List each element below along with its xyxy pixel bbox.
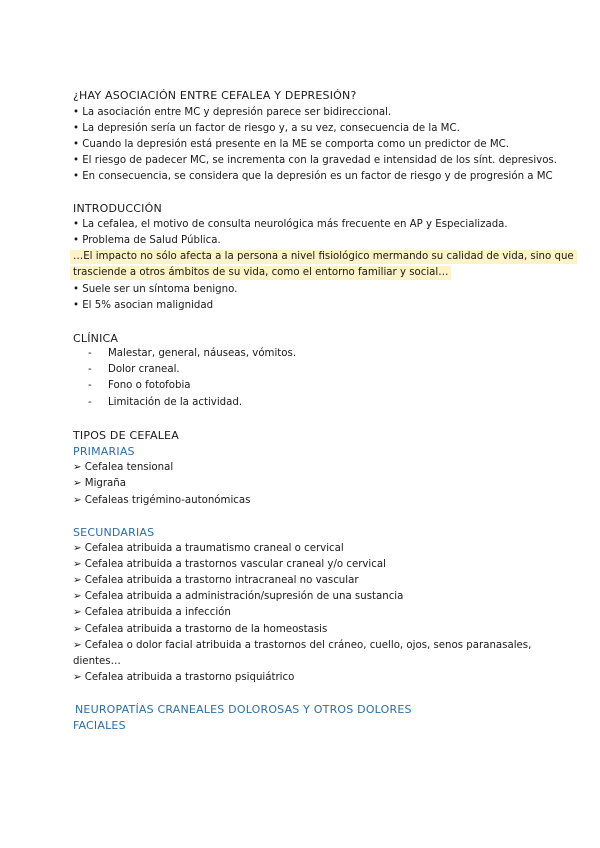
- highlighted-quote-line: …El impacto no sólo afecta a la persona a nivel fisiológico mermando su calidad de vida, sino que: [70, 250, 577, 264]
- bullet-item: • Problema de Salud Pública.: [73, 235, 221, 246]
- bullet-item: • Suele ser un síntoma benigno.: [73, 284, 238, 295]
- list-item: ➢ Cefalea atribuida a trastornos vascular craneal y/o cervical: [73, 559, 386, 570]
- bullet-item: • El riesgo de padecer MC, se incrementa con la gravedad e intensidad de los sínt. depresivos.: [73, 155, 557, 166]
- clinica-item: Limitación de la actividad.: [108, 397, 243, 408]
- bullet-item: • La cefalea, el motivo de consulta neurológica más frecuente en AP y Especializada.: [73, 219, 508, 230]
- bullet-item: • La asociación entre MC y depresión parece ser bidireccional.: [73, 107, 392, 118]
- clinica-item: Dolor craneal.: [108, 364, 180, 375]
- dash-marker: -: [88, 397, 92, 408]
- bullet-item: • Cuando la depresión está presente en la ME se comporta como un predictor de MC.: [73, 139, 509, 150]
- subsection-title-secundarias: SECUNDARIAS: [73, 526, 155, 539]
- subsection-title-primarias: PRIMARIAS: [73, 445, 135, 458]
- bullet-item: • La depresión sería un factor de riesgo y, a su vez, consecuencia de la MC.: [73, 123, 460, 134]
- section-title-clinica: CLÍNICA: [73, 332, 119, 345]
- list-item-continuation: dientes…: [73, 656, 121, 667]
- section-title-introduccion: INTRODUCCIÓN: [73, 202, 162, 215]
- section-title-neuropatias-cont: FACIALES: [73, 719, 126, 732]
- list-item: ➢ Cefalea atribuida a trastorno intracraneal no vascular: [73, 575, 359, 586]
- list-item: ➢ Cefalea atribuida a administración/supresión de una sustancia: [73, 591, 404, 602]
- list-item: ➢ Cefalea atribuida a trastorno psiquiátrico: [73, 672, 295, 683]
- list-item: ➢ Cefaleas trigémino-autonómicas: [73, 495, 251, 506]
- list-item: ➢ Cefalea atribuida a trastorno de la homeostasis: [73, 624, 328, 635]
- section-title-asociacion: ¿HAY ASOCIACIÓN ENTRE CEFALEA Y DEPRESIÓN?: [73, 89, 357, 102]
- dash-marker: -: [88, 348, 92, 359]
- dash-marker: -: [88, 380, 92, 391]
- list-item: ➢ Migraña: [73, 478, 126, 489]
- highlighted-quote-line: trasciende a otros ámbitos de su vida, como el entorno familiar y social…: [70, 266, 451, 280]
- list-item: ➢ Cefalea atribuida a infección: [73, 607, 231, 618]
- section-title-neuropatias: NEUROPATÍAS CRANEALES DOLOROSAS Y OTROS DOLORES: [75, 703, 412, 716]
- list-item: ➢ Cefalea atribuida a traumatismo craneal o cervical: [73, 543, 344, 554]
- bullet-item: • En consecuencia, se considera que la depresión es un factor de riesgo y de progresión a MC: [73, 171, 553, 182]
- section-title-tipos: TIPOS DE CEFALEA: [73, 429, 179, 442]
- clinica-item: Fono o fotofobia: [108, 380, 191, 391]
- clinica-item: Malestar, general, náuseas, vómitos.: [108, 348, 297, 359]
- dash-marker: -: [88, 364, 92, 375]
- bullet-item: • El 5% asocian malignidad: [73, 300, 214, 311]
- list-item: ➢ Cefalea tensional: [73, 462, 174, 473]
- list-item: ➢ Cefalea o dolor facial atribuida a trastornos del cráneo, cuello, ojos, senos paranasales,: [73, 640, 532, 651]
